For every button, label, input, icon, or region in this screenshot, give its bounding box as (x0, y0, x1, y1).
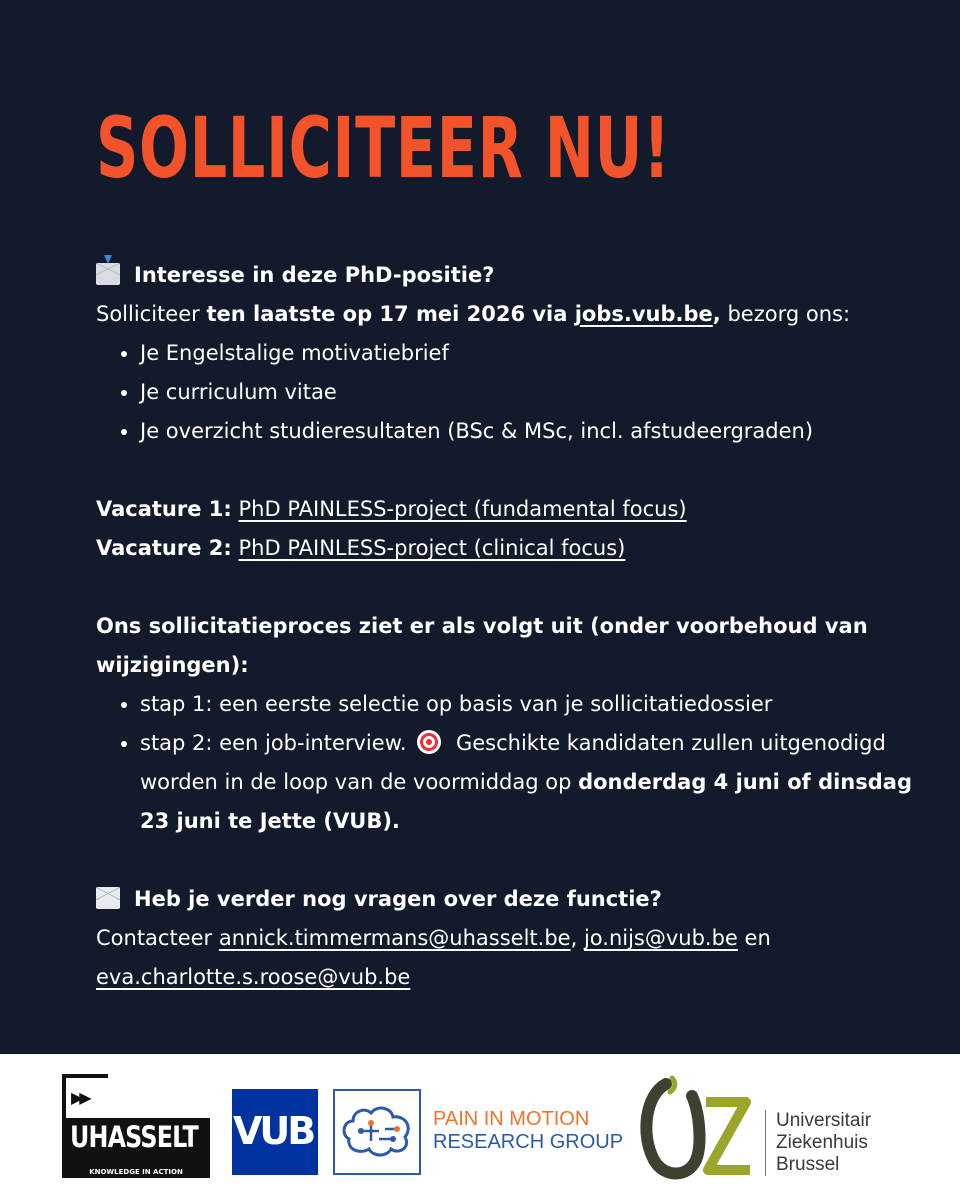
email-link[interactable]: eva.charlotte.s.roose@vub.be (96, 965, 411, 989)
vacancy-2: Vacature 2: PhD PAINLESS-project (clinical focus) (96, 536, 626, 560)
uz-name: Universitair Ziekenhuis Brussel (776, 1110, 872, 1175)
uhasselt-logo (62, 1074, 210, 1178)
email-link[interactable]: annick.timmermans@uhasselt.be (218, 926, 571, 950)
uz-divider (765, 1110, 766, 1176)
process-heading: Ons sollicitatieproces ziet er als volgt uit (onder voorbehoud van wijzigingen): (96, 614, 868, 677)
list-item: • Je overzicht studieresultaten (BSc & MSc, incl. afstudeergraden) (140, 412, 916, 451)
headline: SOLLICITEER NU! (96, 99, 671, 197)
requirements-list (96, 334, 916, 451)
pim-title: PAIN IN MOTION (433, 1108, 590, 1130)
vub-logo (232, 1089, 318, 1175)
list-item: • Je Engelstalige motivatiebrief (140, 334, 916, 373)
process-list (96, 685, 916, 841)
incoming-envelope-icon (96, 263, 120, 285)
apply-line: Solliciteer ten laatste op 17 mei 2026 via jobs.vub.be, bezorg ons: (96, 302, 851, 326)
brain-circuit-icon (335, 1091, 419, 1173)
brain-circuit-icon (333, 1089, 421, 1175)
pim-subtitle: RESEARCH GROUP (433, 1131, 624, 1153)
uz-brussel-logo-icon (636, 1074, 756, 1180)
list-item: • Je curriculum vitae (140, 373, 916, 412)
jobs-link[interactable]: jobs.vub.be (574, 302, 713, 326)
vacancy-1-link[interactable]: PhD PAINLESS-project (fundamental focus) (238, 497, 687, 521)
vub-wordmark: VUB (233, 1109, 314, 1153)
contact-line: Contacteer annick.timmermans@uhasselt.be, jo.nijs@vub.be en (96, 926, 771, 950)
content (96, 256, 916, 997)
uhasselt-tagline: KNOWLEDGE IN ACTION (62, 1166, 210, 1178)
target-icon (417, 730, 441, 754)
envelope-icon (96, 887, 120, 909)
uhasselt-name: UHASSELT (70, 1120, 198, 1154)
interest-heading: Interesse in deze PhD-positie? (96, 256, 916, 295)
contact-heading: Heb je verder nog vragen over deze functie? (96, 880, 916, 919)
vacancy-1: Vacature 1: PhD PAINLESS-project (fundamental focus) (96, 497, 687, 521)
email-link[interactable]: jo.nijs@vub.be (583, 926, 738, 950)
list-item: • stap 2: een job-interview. Geschikte kandidaten zullen uitgenodigd worden in de loop van de voormiddag op donderdag 4 juni of dinsdag 23 juni te Jette (VUB). (140, 724, 916, 841)
fast-forward-icon: ▶▶ (71, 1088, 88, 1107)
vacancy-2-link[interactable]: PhD PAINLESS-project (clinical focus) (238, 536, 626, 560)
list-item: • stap 1: een eerste selectie op basis van je sollicitatiedossier (140, 685, 916, 724)
contact-line-2 (96, 958, 916, 997)
